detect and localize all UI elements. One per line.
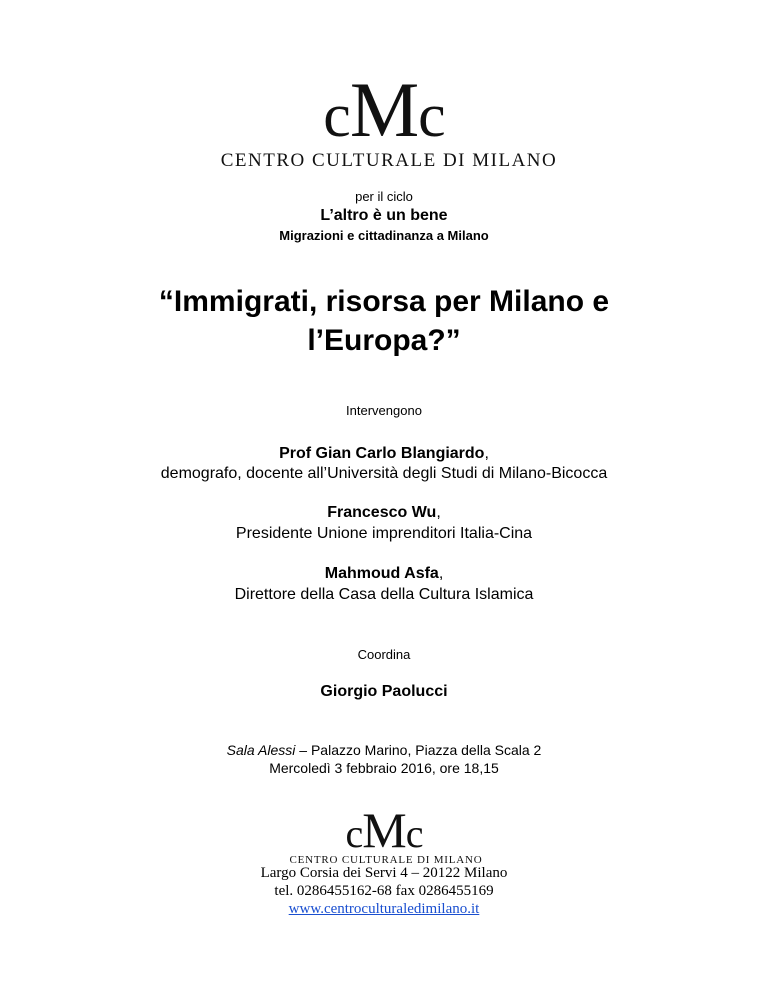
speaker-role: Direttore della Casa della Cultura Islamica [234,586,534,603]
speaker-name: Prof Gian Carlo Blangiardo [279,445,485,462]
speaker-role: Presidente Unione imprenditori Italia-Cina [235,525,533,542]
speaker-name: Mahmoud Asfa [324,565,439,582]
website-link[interactable]: www.centroculturaledimilano.it [288,901,480,917]
contact-phone: tel. 0286455162-68 fax 0286455169 [274,883,494,899]
logo-top [0,66,768,172]
moderator-name: Giorgio Paolucci [320,683,448,700]
logo-name: CENTRO CULTURALE DI MILANO [220,150,558,171]
logo-bottom [0,802,768,866]
logo-name: CENTRO CULTURALE DI MILANO [289,854,483,866]
logo-mark: cMc [323,66,445,153]
contact-website-line [0,900,768,919]
event-title-line2: l’Europa?” [307,324,461,357]
venue-room: Sala Alessi [226,742,296,758]
speaker-role: demografo, docente all’Università degli Studi di Milano-Bicocca [160,465,608,482]
contact-address: Largo Corsia dei Servi 4 – 20122 Milano [260,865,508,881]
event-title-line1: “Immigrati, risorsa per Milano e [158,285,610,318]
series-title: L’altro è un bene [320,207,448,224]
venue-place: – Palazzo Marino, Piazza della Scala 2 [295,742,542,758]
series-subtitle: Migrazioni e cittadinanza a Milano [279,228,489,243]
logo-mark: cMc [345,802,423,858]
speaker-3: Mahmoud Asfa, [324,565,444,582]
venue-datetime: Mercoledì 3 febbraio 2016, ore 18,15 [269,760,499,776]
speakers-label: Intervengono [346,403,422,418]
series-intro: per il ciclo [355,189,413,204]
speaker-2: Francesco Wu, [327,504,441,521]
speaker-1: Prof Gian Carlo Blangiardo, [279,445,489,462]
speaker-name: Francesco Wu [327,504,437,521]
moderator-label: Coordina [357,647,411,662]
venue-location [0,741,768,759]
